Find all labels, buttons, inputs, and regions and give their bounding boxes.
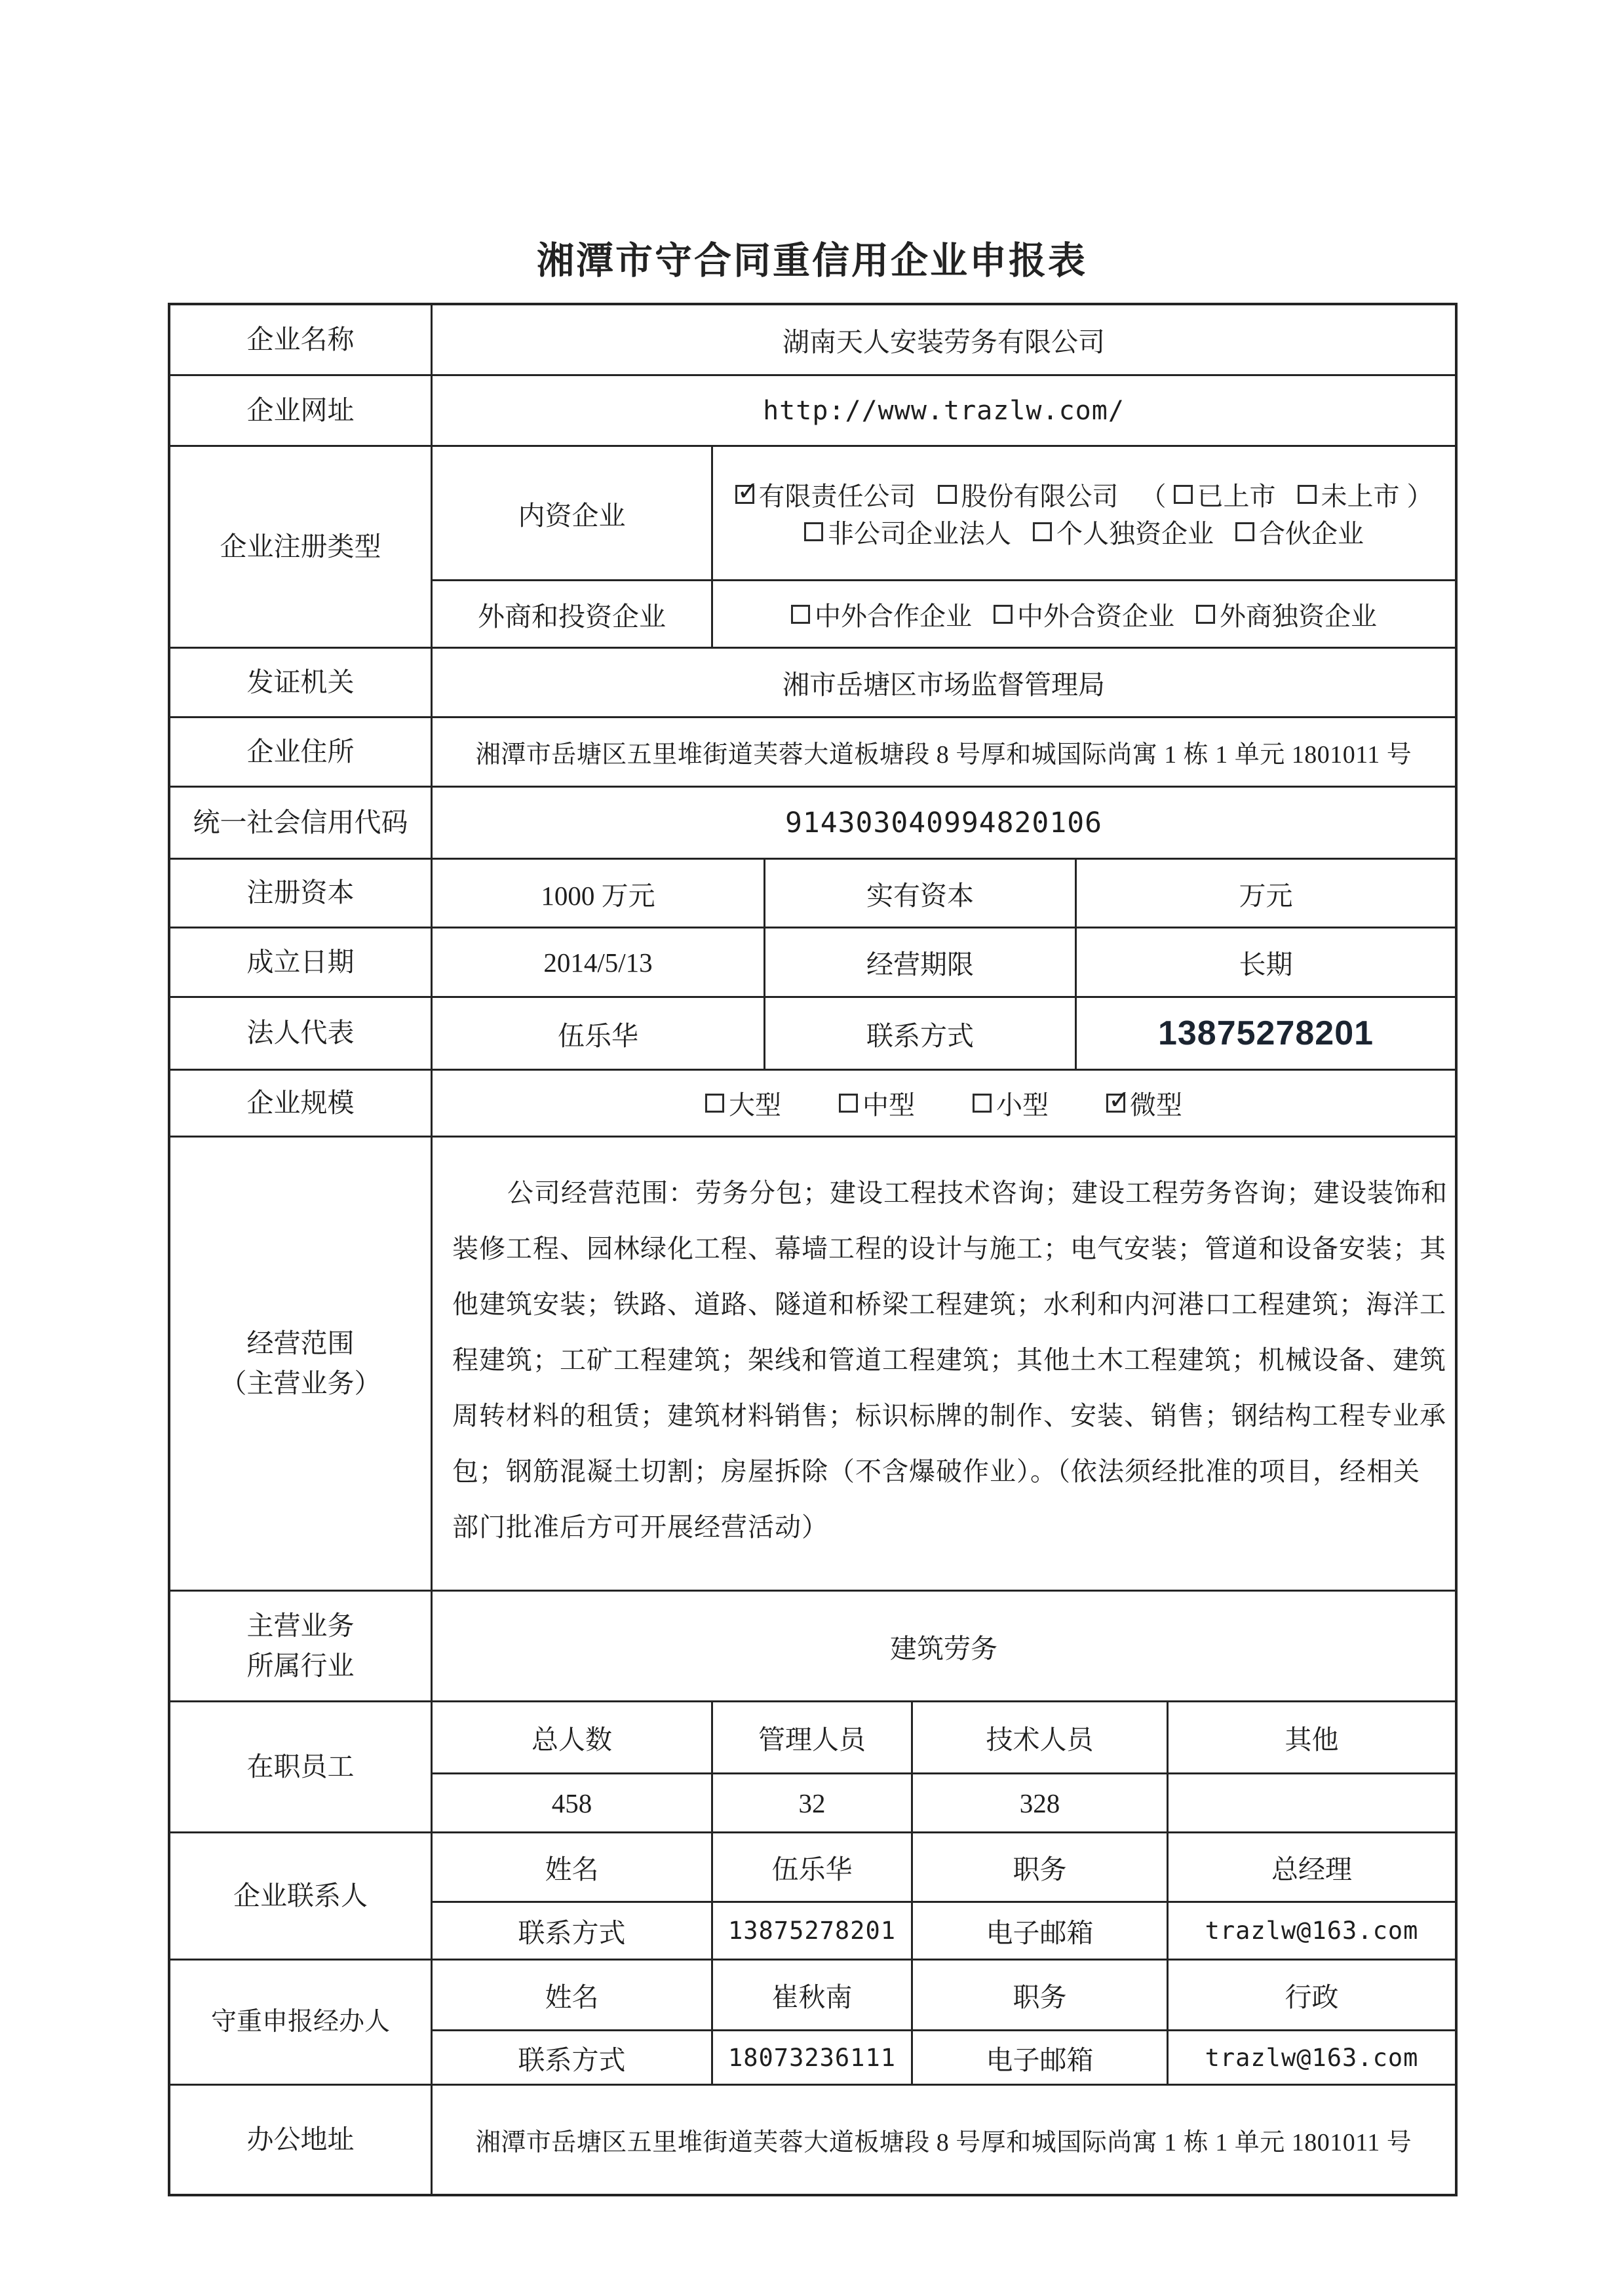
foreign-enterprise-label: 外商和投资企业: [478, 601, 666, 632]
row-company-address: [170, 718, 1455, 788]
domestic-enterprise-label: 内资企业: [518, 500, 626, 531]
checkbox-non-company-legal-person: [804, 522, 823, 541]
domestic-options-line1: [735, 476, 1433, 513]
contact-email-value: trazlw@163.com: [1167, 1903, 1455, 1959]
office-address-label: 办公地址: [170, 2086, 433, 2194]
row-staff: [170, 1702, 1455, 1833]
option-partnership: [1235, 513, 1364, 550]
enterprise-contact-label: 企业联系人: [170, 1833, 433, 1959]
checkbox-label: 合伙企业: [1259, 519, 1364, 548]
option-joint-stock-company: [938, 476, 1119, 513]
domestic-enterprise-row: [433, 447, 1455, 579]
staff-other-value: [1167, 1774, 1455, 1831]
contact-name-row: [433, 1833, 1455, 1901]
founding-date-label: 成立日期: [170, 928, 433, 996]
contact-phone-value: 13875278201: [711, 1903, 911, 1959]
checkbox-sino-foreign-cooperative: [791, 605, 810, 624]
business-scope-label: [170, 1138, 433, 1590]
business-term-label: 经营期限: [764, 928, 1075, 996]
foreign-enterprise-row: [433, 579, 1455, 647]
contact-title-value: 总经理: [1167, 1833, 1455, 1901]
handler-title-value: 行政: [1167, 1961, 1455, 2029]
scope-line: 程建筑；工矿工程建筑；架线和管道工程建筑；其他土木工程建筑；机械设备、建筑: [452, 1345, 1446, 1375]
checkbox-joint-stock-company: [938, 485, 957, 504]
row-registration-type: [170, 447, 1455, 649]
checkbox-medium: [839, 1094, 858, 1113]
handler-email-label: 电子邮箱: [911, 2031, 1167, 2084]
issuing-authority-value: 湘市岳塘区市场监督管理局: [783, 670, 1105, 700]
foreign-options-line: [791, 596, 1377, 633]
option-micro: [1106, 1084, 1182, 1122]
company-name-value: 湖南天人安装劳务有限公司: [783, 327, 1105, 357]
scope-line: 部门批准后方可开展经营活动）: [452, 1512, 828, 1542]
business-scope-text: [433, 1138, 1455, 1590]
website-label: 企业网址: [170, 376, 433, 445]
staff-header-technical: 技术人员: [911, 1702, 1167, 1772]
staff-header-total: 总人数: [532, 1725, 612, 1755]
row-website: [170, 376, 1455, 447]
handler-name-row: [433, 1961, 1455, 2029]
scale-options-line: [705, 1084, 1182, 1122]
staff-label: 在职员工: [170, 1702, 433, 1831]
staff-header-management: 管理人员: [711, 1702, 911, 1772]
paren-open: （: [1140, 482, 1167, 511]
staff-values-row: [433, 1772, 1455, 1831]
credit-code-value: 914303040994820106: [785, 806, 1102, 839]
industry-label-line2: 所属行业: [246, 1651, 355, 1681]
legal-rep-phone-label: 联系方式: [764, 998, 1075, 1069]
checkbox-limited-liability-company: [735, 476, 760, 507]
checkbox-large: [705, 1094, 724, 1113]
checkbox-label: 股份有限公司: [961, 482, 1119, 511]
contact-phone-label: 联系方式: [518, 1918, 626, 1948]
row-issuing-authority: [170, 649, 1455, 718]
row-company-name: [170, 305, 1455, 376]
checkbox-label: 未上市: [1321, 482, 1400, 511]
checkbox-micro: [1106, 1085, 1131, 1115]
row-enterprise-scale: [170, 1071, 1455, 1138]
checkbox-label: 非公司企业法人: [828, 519, 1011, 548]
scope-line: 装修工程、园林绿化工程、幕墙工程的设计与施工；电气安装；管道和设备安装；其: [452, 1234, 1446, 1263]
checkbox-label: 外商独资企业: [1220, 601, 1377, 631]
check-mark: ✓: [1108, 1085, 1131, 1115]
form-title: 湘潭市守合同重信用企业申报表: [537, 240, 1087, 282]
row-founding-date: [170, 928, 1455, 998]
checkbox-sole-proprietorship: [1033, 522, 1052, 541]
checkbox-unlisted: [1298, 485, 1317, 504]
checkbox-listed: [1174, 485, 1193, 504]
business-scope-label-line1: 经营范围: [246, 1328, 355, 1358]
contact-name-label: 姓名: [545, 1854, 599, 1885]
website-value: http://www.trazlw.com/: [763, 395, 1125, 426]
handler-name-value: 崔秋南: [711, 1961, 911, 2029]
checkbox-label: 中型: [862, 1090, 915, 1120]
declaration-handler-label: 守重申报经办人: [170, 1961, 433, 2084]
check-mark: ✓: [737, 476, 760, 507]
checkbox-small: [973, 1094, 992, 1113]
row-enterprise-contact: [170, 1833, 1455, 1961]
checkbox-partnership: [1235, 522, 1254, 541]
registered-capital-value: 1000 万元: [541, 880, 655, 911]
checkbox-label: 大型: [729, 1090, 781, 1120]
business-scope-label-line2: （主营业务）: [220, 1368, 381, 1398]
checkbox-label: 中外合作企业: [815, 601, 972, 631]
option-listed: [1174, 476, 1276, 513]
scope-line: 包；钢筋混凝土切割；房屋拆除（不含爆破作业）。（依法须经批准的项目，经相关: [452, 1457, 1420, 1486]
checkbox-label: 个人独资企业: [1056, 519, 1214, 548]
handler-phone-value: 18073236111: [711, 2031, 911, 2084]
row-legal-representative: [170, 998, 1455, 1071]
paid-in-capital-value: 万元: [1075, 860, 1455, 927]
handler-phone-row: [433, 2029, 1455, 2084]
option-medium: [839, 1084, 915, 1122]
staff-technical-value: 328: [911, 1774, 1167, 1831]
option-large: [705, 1084, 781, 1122]
contact-title-label: 职务: [911, 1833, 1167, 1901]
checkbox-label: 有限责任公司: [758, 482, 916, 511]
industry-label: [170, 1592, 433, 1700]
legal-rep-phone-value: 13875278201: [1075, 998, 1455, 1069]
checkbox-wholly-foreign-owned: [1196, 605, 1215, 624]
issuing-authority-label: 发证机关: [170, 649, 433, 716]
industry-label-line1: 主营业务: [246, 1610, 355, 1641]
checkbox-label: 小型: [996, 1090, 1049, 1120]
company-name-label: 企业名称: [170, 305, 433, 374]
handler-name-label: 姓名: [545, 1982, 599, 2012]
scope-line: 他建筑安装；铁路、道路、隧道和桥梁工程建筑；水利和内河港口工程建筑；海洋工: [452, 1290, 1446, 1319]
row-credit-code: [170, 788, 1455, 860]
scope-line: 周转材料的租赁；建筑材料销售；标识标牌的制作、安装、销售；钢结构工程专业承: [452, 1401, 1446, 1430]
option-limited-liability-company: [735, 476, 916, 513]
option-sino-foreign-cooperative: [791, 596, 972, 633]
row-declaration-handler: [170, 1961, 1455, 2086]
staff-header-other: 其他: [1167, 1702, 1455, 1772]
option-unlisted: [1298, 476, 1400, 513]
checkbox-label: 微型: [1130, 1090, 1182, 1120]
handler-email-value: trazlw@163.com: [1167, 2031, 1455, 2084]
option-wholly-foreign-owned: [1196, 596, 1377, 633]
scope-line: 公司经营范围：劳务分包；建设工程技术咨询；建设工程劳务咨询；建设装饰和: [507, 1178, 1448, 1208]
enterprise-scale-label: 企业规模: [170, 1071, 433, 1136]
office-address-value: 湘潭市岳塘区五里堆街道芙蓉大道板塘段 8 号厚和城国际尚寓 1 栋 1 单元 1801011 号: [475, 2129, 1412, 2156]
domestic-options-line2: [804, 513, 1364, 550]
paid-in-capital-label: 实有资本: [764, 860, 1075, 927]
option-small: [973, 1084, 1049, 1122]
row-business-scope: [170, 1138, 1455, 1592]
checkbox-sino-foreign-joint-venture: [994, 605, 1013, 624]
paren-close: ）: [1406, 482, 1433, 511]
contact-email-label: 电子邮箱: [911, 1903, 1167, 1959]
checkbox-label: 中外合资企业: [1017, 601, 1174, 631]
legal-representative-label: 法人代表: [170, 998, 433, 1069]
staff-header-row: [433, 1702, 1455, 1772]
contact-name-value: 伍乐华: [711, 1833, 911, 1901]
business-term-value: 长期: [1075, 928, 1455, 996]
staff-total-value: 458: [551, 1788, 592, 1818]
legal-representative-value: 伍乐华: [558, 1020, 638, 1051]
application-form-table: [168, 303, 1458, 2196]
option-non-company-legal-person: [804, 513, 1011, 550]
handler-title-label: 职务: [911, 1961, 1167, 2029]
option-sole-proprietorship: [1033, 513, 1214, 550]
company-address-value: 湘潭市岳塘区五里堆街道芙蓉大道板塘段 8 号厚和城国际尚寓 1 栋 1 单元 1801011 号: [475, 741, 1412, 769]
row-industry: [170, 1592, 1455, 1702]
industry-value: 建筑劳务: [890, 1633, 997, 1664]
founding-date-value: 2014/5/13: [543, 947, 653, 978]
option-sino-foreign-joint-venture: [994, 596, 1174, 633]
row-registered-capital: [170, 860, 1455, 928]
handler-phone-label: 联系方式: [518, 2044, 626, 2075]
staff-management-value: 32: [711, 1774, 911, 1831]
contact-phone-row: [433, 1901, 1455, 1959]
registered-capital-label: 注册资本: [170, 860, 433, 927]
registration-type-label: 企业注册类型: [170, 447, 433, 647]
row-office-address: [170, 2086, 1455, 2194]
credit-code-label: 统一社会信用代码: [170, 788, 433, 858]
checkbox-label: 已上市: [1197, 482, 1276, 511]
company-address-label: 企业住所: [170, 718, 433, 786]
